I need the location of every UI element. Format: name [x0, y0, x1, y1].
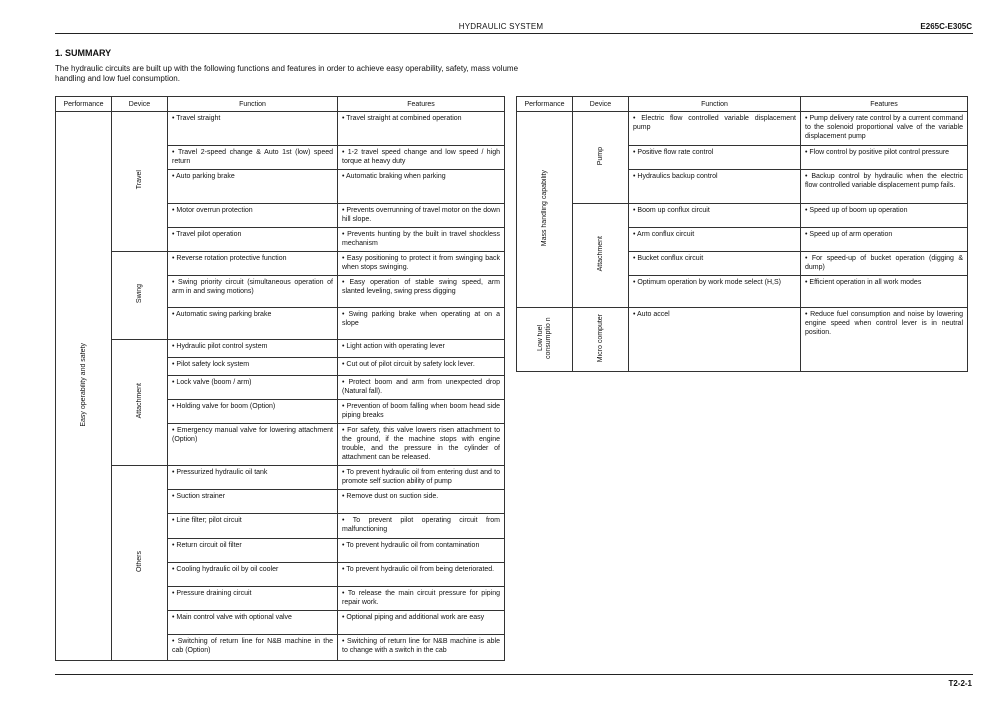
function-cell: • Cooling hydraulic oil by oil cooler: [168, 563, 338, 587]
function-cell: • Motor overrun protection: [168, 204, 338, 228]
col-header-function: Function: [168, 97, 338, 112]
right-summary-table: [516, 96, 968, 372]
performance-cell: [517, 308, 573, 372]
device-label: Micro computer: [596, 313, 604, 363]
features-cell: • Remove dust on suction side.: [338, 490, 505, 514]
function-cell: • Auto parking brake: [168, 170, 338, 204]
function-cell: • Bucket conflux circuit: [629, 252, 801, 276]
table-row: [56, 252, 505, 276]
function-cell: • Return circuit oil filter: [168, 539, 338, 563]
features-cell: • To prevent hydraulic oil from entering dust and to promote self suction ability of pump: [338, 466, 505, 490]
function-cell: • Travel pilot operation: [168, 228, 338, 252]
function-cell: • Optimum operation by work mode select (H,S): [629, 276, 801, 308]
features-cell: • Switching of return line for N&B machine is able to change with a switch in the cab: [338, 635, 505, 661]
features-cell: • Cut out of pilot circuit by safety lock lever.: [338, 358, 505, 376]
features-cell: • Reduce fuel consumption and noise by lowering engine speed when control lever is in neutral position.: [801, 308, 968, 372]
device-cell: [112, 466, 168, 661]
col-header-performance: Performance: [56, 97, 112, 112]
left-header-row: [56, 97, 505, 112]
section-title: 1. SUMMARY: [55, 48, 112, 58]
device-cell: [112, 252, 168, 340]
col-header-features: Features: [338, 97, 505, 112]
function-cell: • Reverse rotation protective function: [168, 252, 338, 276]
device-cell: [112, 340, 168, 466]
right-header-row: [517, 97, 968, 112]
features-cell: • Easy positioning to protect it from swinging back when stops swinging.: [338, 252, 505, 276]
function-cell: • Arm conflux circuit: [629, 228, 801, 252]
footer-rule: [55, 674, 973, 675]
col-header-features: Features: [801, 97, 968, 112]
left-summary-table: [55, 96, 505, 661]
function-cell: • Travel 2-speed change & Auto 1st (low) speed return: [168, 146, 338, 170]
function-cell: • Hydraulic pilot control system: [168, 340, 338, 358]
performance-label: Mass handling capability: [541, 169, 548, 247]
features-cell: • To prevent hydraulic oil from being deteriorated.: [338, 563, 505, 587]
col-header-performance: Performance: [517, 97, 573, 112]
page-header-model: E265C-E305C: [920, 22, 972, 31]
features-cell: • Protect boom and arm from unexpected drop (Natural fall).: [338, 376, 505, 400]
features-cell: • Optional piping and additional work are easy: [338, 611, 505, 635]
device-label: Pump: [597, 146, 604, 166]
features-cell: • Travel straight at combined operation: [338, 112, 505, 146]
device-cell: [112, 112, 168, 252]
features-cell: • For speed-up of bucket operation (digging & dump): [801, 252, 968, 276]
function-cell: • Hydraulics backup control: [629, 170, 801, 204]
function-cell: • Automatic swing parking brake: [168, 308, 338, 340]
device-cell: [573, 204, 629, 308]
device-label: Travel: [136, 170, 143, 190]
features-cell: • Swing parking brake when operating at on a slope: [338, 308, 505, 340]
features-cell: • Speed up of arm operation: [801, 228, 968, 252]
function-cell: • Switching of return line for N&B machine in the cab (Option): [168, 635, 338, 661]
performance-cell: [517, 112, 573, 308]
function-cell: • Lock valve (boom / arm): [168, 376, 338, 400]
function-cell: • Boom up conflux circuit: [629, 204, 801, 228]
table-row: [517, 112, 968, 146]
features-cell: • Pump delivery rate control by a current command to the solenoid proportional valve of the variable displacement pump: [801, 112, 968, 146]
function-cell: • Swing priority circuit (simultaneous operation of arm in and swing motions): [168, 276, 338, 308]
function-cell: • Positive flow rate control: [629, 146, 801, 170]
function-cell: • Emergency manual valve for lowering attachment (Option): [168, 424, 338, 466]
col-header-device: Device: [573, 97, 629, 112]
function-cell: • Line filter; pilot circuit: [168, 514, 338, 539]
features-cell: • To prevent pilot operating circuit from malfunctioning: [338, 514, 505, 539]
section-intro: The hydraulic circuits are built up with the following functions and features in order to achieve easy operability, safety, mass volume handling and low fuel consumption.: [55, 64, 519, 83]
performance-cell: [56, 112, 112, 661]
device-label: Swing: [136, 284, 143, 304]
features-cell: • Efficient operation in all work modes: [801, 276, 968, 308]
features-cell: • Light action with operating lever: [338, 340, 505, 358]
device-cell: [573, 112, 629, 204]
features-cell: • 1-2 travel speed change and low speed / high torque at heavy duty: [338, 146, 505, 170]
device-cell: [573, 308, 629, 372]
function-cell: • Electric flow controlled variable displacement pump: [629, 112, 801, 146]
table-row: [517, 308, 968, 372]
performance-label: Low fuel consumptio n: [536, 317, 552, 359]
function-cell: • Travel straight: [168, 112, 338, 146]
features-cell: • Automatic braking when parking: [338, 170, 505, 204]
col-header-function: Function: [629, 97, 801, 112]
function-cell: • Holding valve for boom (Option): [168, 400, 338, 424]
header-rule: [55, 33, 973, 34]
device-label: Attachment: [136, 383, 143, 419]
features-cell: • Backup control by hydraulic when the electric flow controlled variable displacement pump fails.: [801, 170, 968, 204]
device-label: Attachment: [597, 236, 604, 272]
table-row: [517, 204, 968, 228]
features-cell: • Prevents hunting by the built in travel shockless mechanism: [338, 228, 505, 252]
features-cell: • Prevents overrunning of travel motor on the down hill slope.: [338, 204, 505, 228]
function-cell: • Pressure draining circuit: [168, 587, 338, 611]
table-row: [56, 340, 505, 358]
features-cell: • To release the main circuit pressure for piping repair work.: [338, 587, 505, 611]
page-header-title: HYDRAULIC SYSTEM: [458, 22, 544, 31]
col-header-device: Device: [112, 97, 168, 112]
function-cell: • Pressurized hydraulic oil tank: [168, 466, 338, 490]
function-cell: • Suction strainer: [168, 490, 338, 514]
features-cell: • For safety, this valve lowers risen attachment to the ground, if the machine stops with engine trouble, and the pressure in the cylinder of attachment can be released.: [338, 424, 505, 466]
function-cell: • Main control valve with optional valve: [168, 611, 338, 635]
table-row: [56, 112, 505, 146]
table-row: [56, 466, 505, 490]
device-label: Others: [136, 550, 143, 572]
features-cell: • Prevention of boom falling when boom head side piping breaks: [338, 400, 505, 424]
performance-label: Easy operability and safety: [80, 342, 87, 427]
features-cell: • Speed up of boom up operation: [801, 204, 968, 228]
features-cell: • Flow control by positive pilot control pressure: [801, 146, 968, 170]
features-cell: • To prevent hydraulic oil from contamination: [338, 539, 505, 563]
page-number: T2-2-1: [948, 679, 972, 688]
features-cell: • Easy operation of stable swing speed, arm slanted leveling, swing press digging: [338, 276, 505, 308]
function-cell: • Auto accel: [629, 308, 801, 372]
function-cell: • Pilot safety lock system: [168, 358, 338, 376]
